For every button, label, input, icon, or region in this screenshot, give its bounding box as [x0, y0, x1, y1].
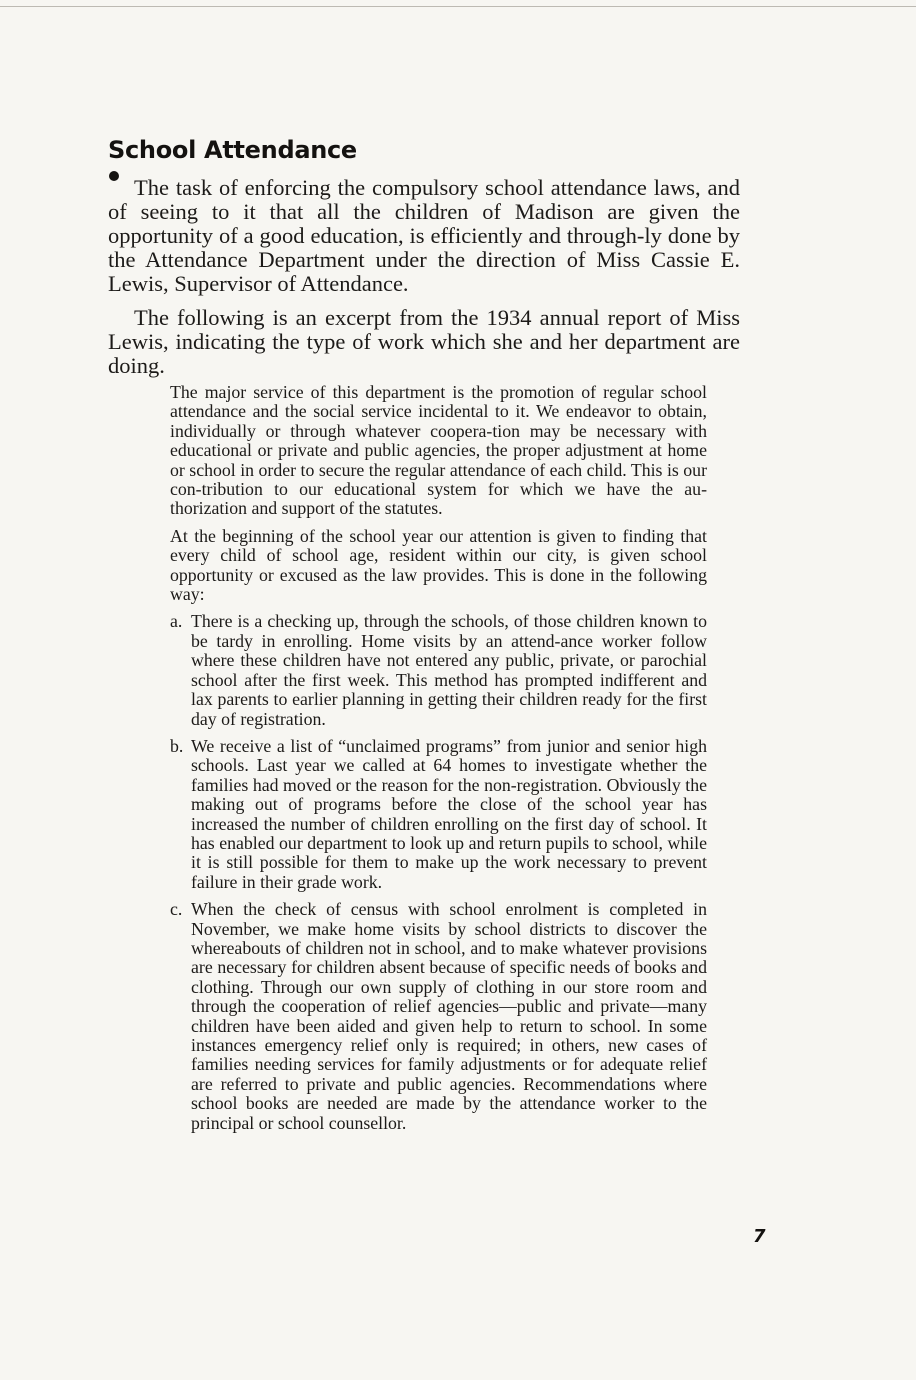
page-title: School Attendance [108, 136, 357, 164]
list-item-text: When the check of census with school enrolment is completed in November, we make home visits by school districts to discover the whereabouts of children not in school, and to make whatever provisions are necessary for children absent because of specific needs of books and clothing. Through our own supply of clothing in our store room and through the cooperation of relief agencies—public and private—many children have been aided and given help to return to school. In some instances emergency relief only is required; in others, new cases of families needing services for family adjustments or for adequate relief are referred to private and public agencies. Recommendations where school books are needed are made by the attendance worker to the principal or school counsellor. [191, 899, 707, 1133]
list-item-c [170, 900, 707, 1133]
excerpt-paragraph-1: The major service of this department is the promotion of regular school attendance and the social service incidental to it. We endeavor to obtain, individually or through whatever coopera-tion may be necessary with educational or private and public agencies, the proper adjustment at home or school in order to secure the regular attendance of each child. This is our con-tribution to our educational system for which we have the au-thorization and support of the statutes. [170, 382, 707, 519]
intro-paragraph-2: The following is an excerpt from the 1934 annual report of Miss Lewis, indicating the type of work which she and her department are doing. [108, 305, 740, 378]
top-rule [0, 6, 916, 7]
list-marker: b. [170, 735, 184, 756]
list-marker: c. [170, 899, 183, 920]
report-excerpt [170, 383, 707, 1141]
excerpt-paragraph-2: At the beginning of the school year our attention is given to finding that every child of school age, resident within our city, is given school opportunity or excused as the law provides. This is done in the following way: [170, 525, 707, 605]
page-number: 7 [753, 1226, 766, 1247]
list-item-text: There is a checking up, through the schools, of those children known to be tardy in enrolling. Home visits by an attend-ance worker follow where these children have not entered any public, private, or parochial school after the first week. This method has prompted indifferent and lax parents to earlier planning in getting their children ready for the first day of registration. [191, 611, 707, 729]
intro-section [108, 176, 740, 388]
list-marker: a. [170, 611, 183, 632]
list-item-text: We receive a list of “unclaimed programs” from junior and senior high schools. Last year we called at 64 homes to investigate whether the families had moved or the reason for the non-registration. Obviously the making out of programs before the close of the school year has increased the number of children enrolling on the first day of school. It has enabled our department to look up and return pupils to school, while it is still possible for them to make up the work necessary to prevent failure in their grade work. [191, 735, 707, 892]
list-item-a [170, 612, 707, 728]
list-item-b [170, 737, 707, 892]
intro-paragraph-1: The task of enforcing the compulsory school attendance laws, and of seeing to it that all the children of Madison are given the opportunity of a good education, is efficiently and through-ly done by the Attendance Department under the direction of Miss Cassie E. Lewis, Supervisor of Attendance. [108, 175, 740, 296]
